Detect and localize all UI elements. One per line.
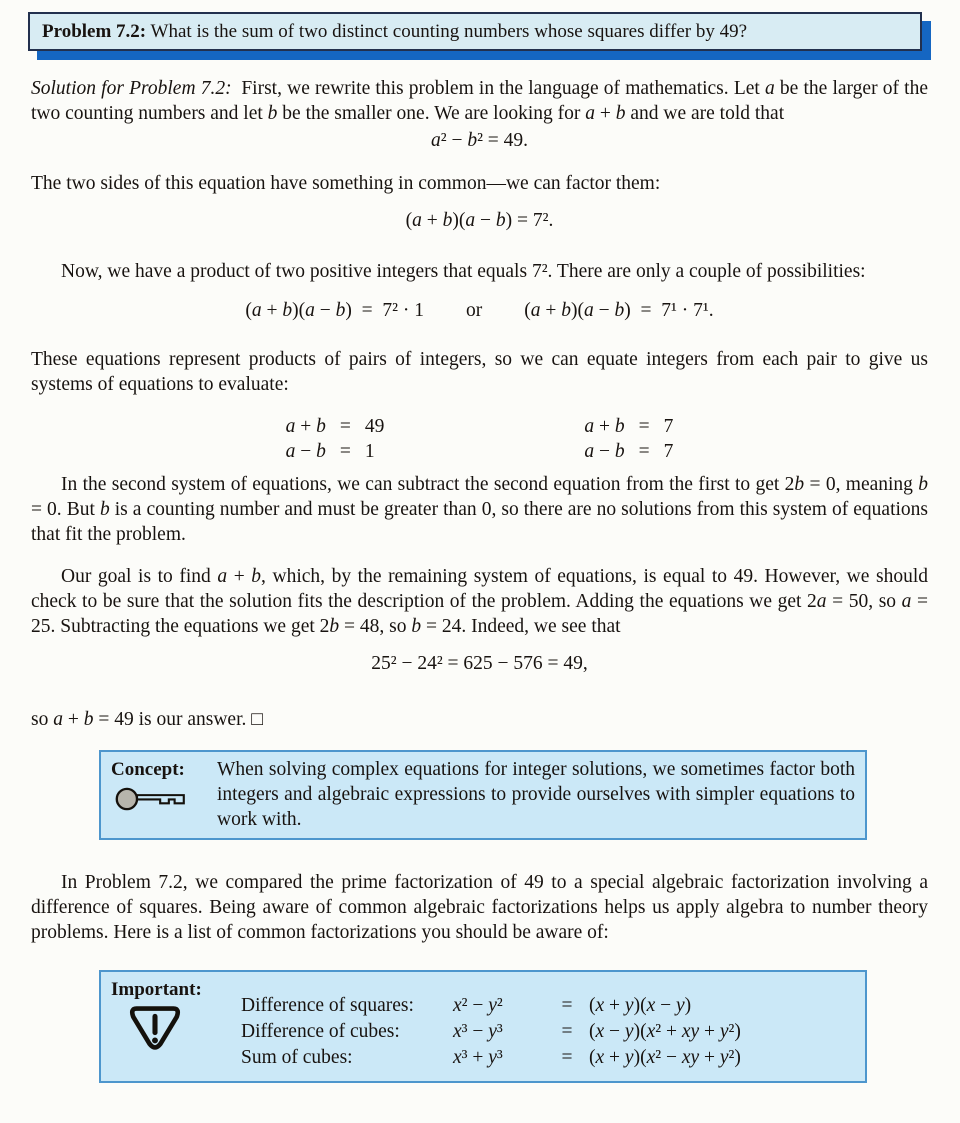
problem-box [28, 12, 922, 51]
equals-sign: = [561, 1047, 573, 1068]
equals-sign: = [339, 416, 351, 437]
equation-lhs: a − b [584, 441, 625, 462]
display-equation-factored: (a + b)(a − b) = 7². [405, 210, 554, 231]
factorization-table-wrap [229, 977, 855, 1075]
display-equation-difference-of-squares: a² − b² = 49. [430, 130, 529, 151]
factorization-name: Difference of squares: [241, 995, 414, 1016]
equation-rhs: 1 [364, 441, 375, 462]
possibility-right-equation: (a + b)(a − b) = 7¹ · 7¹. [524, 300, 714, 321]
display-equation-verification: 25² − 24² = 625 − 576 = 49, [371, 653, 588, 674]
factorization-name: Difference of cubes: [241, 1021, 400, 1042]
problem-text: What is the sum of two distinct counting numbers whose squares differ by 49? [146, 21, 748, 42]
problem-label: Problem 7.2: [42, 21, 147, 42]
factorization-table [241, 993, 741, 1071]
equation-rhs: 7 [663, 441, 674, 462]
factorization-row [241, 1045, 741, 1071]
paragraph-possibilities: Now, we have a product of two positive integers that equals 7². There are only a couple of possibilities: [61, 261, 866, 282]
factorization-row [241, 1019, 741, 1045]
system-equation-row [286, 439, 385, 464]
equation-rhs: 7 [663, 416, 674, 437]
page-body [0, 76, 960, 1083]
concept-text: When solving complex equations for integer solutions, we sometimes factor both integers and algebraic expressions to provide ourselves with simpler equations to work with. [217, 759, 855, 830]
key-icon [113, 785, 189, 812]
paragraph-factor-both-sides: The two sides of this equation have something in common—we can factor them: [31, 173, 661, 194]
factorization-rhs: (x − y)(x² + xy + y²) [589, 1021, 741, 1042]
important-box [99, 970, 867, 1083]
concept-box-left-column [111, 757, 217, 832]
concept-label: Concept: [111, 759, 185, 780]
factorization-lhs: x² − y² [453, 995, 503, 1016]
important-label: Important: [111, 979, 202, 1000]
factorization-name: Sum of cubes: [241, 1047, 353, 1068]
possibilities-equation-row [31, 298, 928, 324]
solution-lead-paragraph: Solution for Problem 7.2: First, we rewrite this problem in the language of mathematics. Let a be the larger of the two counting numbers and let b be the smaller one. We are looking for a + b and we are told that [31, 78, 928, 124]
equals-sign: = [339, 441, 351, 462]
or-separator: or [466, 300, 483, 321]
factorization-rhs: (x + y)(x² − xy + y²) [589, 1047, 741, 1068]
system-equation-row [584, 439, 673, 464]
system-left [286, 414, 385, 464]
system-equation-row [584, 414, 673, 439]
system-equation-row [286, 414, 385, 439]
system-right [584, 414, 673, 464]
factorization-lhs: x³ − y³ [453, 1021, 503, 1042]
systems-of-equations-row [31, 414, 928, 464]
answer-line: so a + b = 49 is our answer. □ [31, 709, 264, 730]
paragraph-systems-intro: These equations represent products of pairs of integers, so we can equate integers from each pair to give us systems of equations to evaluate: [31, 349, 928, 395]
equals-sign: = [561, 1021, 573, 1042]
paragraph-factorizations-intro: In Problem 7.2, we compared the prime factorization of 49 to a special algebraic factorization involving a difference of squares. Being aware of common algebraic factorizations helps us apply algebra to number theory problems. Here is a list of common factorizations you should be aware of: [31, 872, 928, 943]
paragraph-check-solution: Our goal is to find a + b, which, by the remaining system of equations, is equal to 49. However, we should check to be sure that the solution fits the description of the problem. Adding the equations we get 2a = 50, so a = 25. Subtracting the equations we get 2b = 48, so b = 24. Indeed, we see that [31, 566, 929, 637]
warning-icon [129, 1004, 181, 1052]
equals-sign: = [638, 441, 650, 462]
equation-rhs: 49 [364, 416, 385, 437]
factorization-lhs: x³ + y³ [453, 1047, 503, 1068]
possibility-left-equation: (a + b)(a − b) = 7² · 1 [245, 300, 424, 321]
factorization-row [241, 993, 741, 1019]
paragraph-second-system: In the second system of equations, we can subtract the second equation from the first to get 2b = 0, meaning b = 0. But b is a counting number and must be greater than 0, so there are no solutions from this system of equations that fit the problem. [31, 474, 929, 545]
equals-sign: = [561, 995, 573, 1016]
important-box-left-column [111, 977, 229, 1075]
equation-lhs: a + b [584, 416, 625, 437]
equation-lhs: a − b [285, 441, 326, 462]
equation-lhs: a + b [285, 416, 326, 437]
equals-sign: = [638, 416, 650, 437]
concept-box [99, 750, 867, 840]
factorization-rhs: (x + y)(x − y) [589, 995, 692, 1016]
